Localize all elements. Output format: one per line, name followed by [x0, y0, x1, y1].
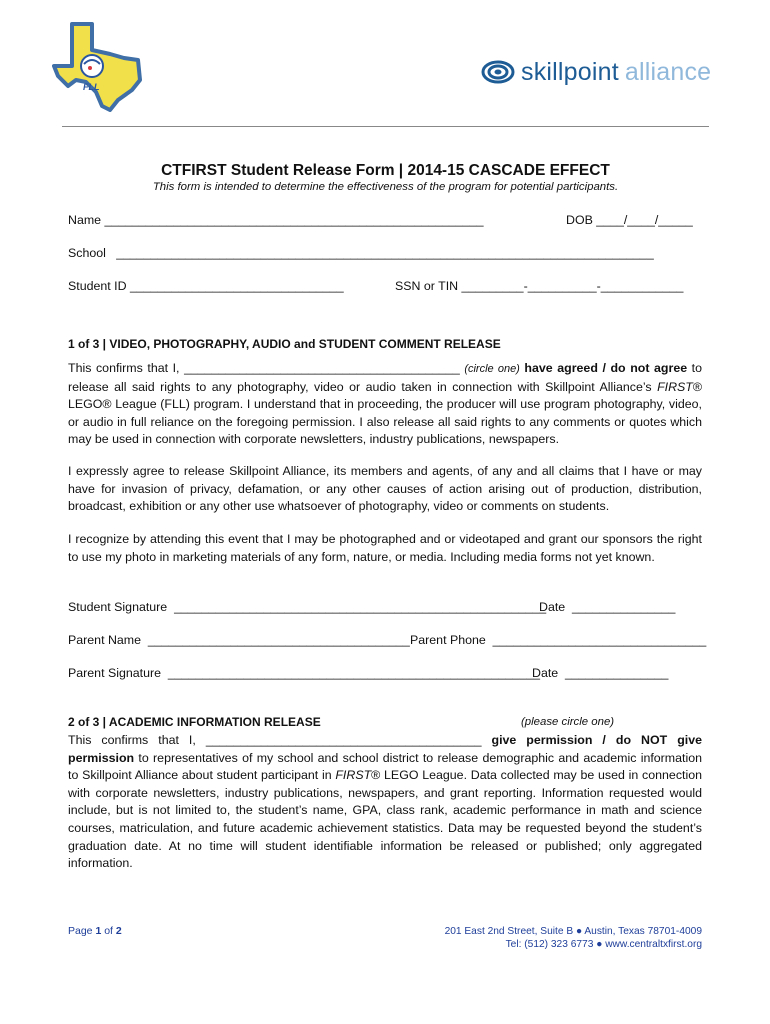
section2-heading: 2 of 3 | ACADEMIC INFORMATION RELEASE: [68, 715, 321, 729]
section2-paragraph: [68, 732, 702, 873]
s2-text-a: This confirms that I, ________________________________________: [68, 733, 492, 747]
ssn-field[interactable]: SSN or TIN _________-__________-____________: [395, 279, 684, 293]
brand-word-alliance: alliance: [624, 57, 712, 86]
s2-text-e: ® LEGO League. Data collected may be used in connection with corporate newsletters, industry publications, newspapers, and grant reporting. Information requested would include, but is not limited to, the student’s name, GPA, class rank, academic performance in math and science courses, matriculation, and future academic achievement statistics. Data may be requested beyond the student’s graduation date. At no time will student identifiable information be released or published; only aggregated information.: [68, 768, 702, 871]
texas-map-icon: [52, 20, 144, 112]
parent-phone-field[interactable]: Parent Phone _______________________________: [410, 633, 707, 647]
agree-options[interactable]: have agreed / do not agree: [519, 361, 688, 375]
name-field[interactable]: Name _______________________________________________________: [68, 213, 484, 227]
parent-signature-field[interactable]: Parent Signature ______________________________________________________: [68, 666, 540, 680]
header-divider: [62, 126, 709, 127]
dob-field[interactable]: DOB ____/____/_____: [566, 213, 693, 227]
footer-phone-web: Tel: (512) 323 6773 ● www.centraltxfirst.org: [505, 939, 702, 950]
footer-address: 201 East 2nd Street, Suite B ● Austin, Texas 78701-4009: [444, 926, 702, 937]
page-total: 2: [115, 925, 122, 937]
skillpoint-alliance-logo: [481, 56, 711, 88]
brand-word-skillpoint: skillpoint: [521, 57, 619, 86]
student-id-field[interactable]: Student ID _______________________________: [68, 279, 344, 293]
page-current: 1: [95, 925, 102, 937]
p1-text-f: ® LEGO® League (FLL) program. I understand that in proceeding, the producer will use program photography, video, or audio in full reliance on the foregoing permission. I also release all said rights to any comments or quotes which may be used in connection with corporate newsletters, industry publications, newspapers.: [68, 379, 702, 447]
student-date-field[interactable]: Date _______________: [539, 600, 676, 614]
circle-one-note: (circle one): [464, 363, 520, 375]
p1-text-d: to release all said rights to any photography, video or audio taken in connection with Skillpoint Alliance’s: [68, 361, 703, 394]
school-field[interactable]: School ______________________________________________________________________________: [68, 246, 654, 260]
parent-date-field[interactable]: Date _______________: [532, 666, 669, 680]
student-signature-field[interactable]: Student Signature ______________________________________________________: [68, 600, 547, 614]
form-title: CTFIRST Student Release Form | 2014-15 CASCADE EFFECT: [161, 162, 610, 179]
swirl-logo-icon: [481, 59, 515, 85]
parent-name-field[interactable]: Parent Name ______________________________________: [68, 633, 410, 647]
section1-paragraph3: I recognize by attending this event that I may be photographed and or videotaped and grant our sponsors the right to use my photo in marketing materials of any form, nature, or media. Including media forms not yet known.: [68, 532, 702, 564]
section2-circle-note: (please circle one): [521, 716, 615, 728]
footer-contact: [445, 925, 702, 951]
page-of: of: [101, 925, 116, 937]
form-subtitle: This form is intended to determine the effectiveness of the program for potential participants.: [152, 181, 619, 193]
fll-texas-logo: [52, 20, 144, 112]
permission-options[interactable]: give permission / do NOT give permission: [68, 733, 702, 765]
fll-logo-text: FLL: [83, 82, 100, 92]
s2-text-c: to representatives of my school and school district to release demographic and academic information to Skillpoint Alliance about student participant in: [68, 750, 702, 783]
page-number: [68, 925, 122, 937]
first-brand: FIRST: [657, 379, 693, 394]
section1-heading: 1 of 3 | VIDEO, PHOTOGRAPHY, AUDIO and STUDENT COMMENT RELEASE: [68, 337, 501, 351]
first-brand-2: FIRST: [335, 768, 372, 783]
page-prefix: Page: [68, 925, 96, 937]
section1-paragraph2: I expressly agree to release Skillpoint Alliance, its members and agents, of any and all claims that I have or may have for invasion of privacy, defamation, or any other causes of action arising out of production, distribution, broadcast, exhibition or any other use whatsoever of photography, video or comments on students.: [68, 464, 702, 514]
p1-text-a: This confirms that I, ________________________________________: [68, 361, 465, 375]
section1-paragraph1: [68, 360, 702, 449]
